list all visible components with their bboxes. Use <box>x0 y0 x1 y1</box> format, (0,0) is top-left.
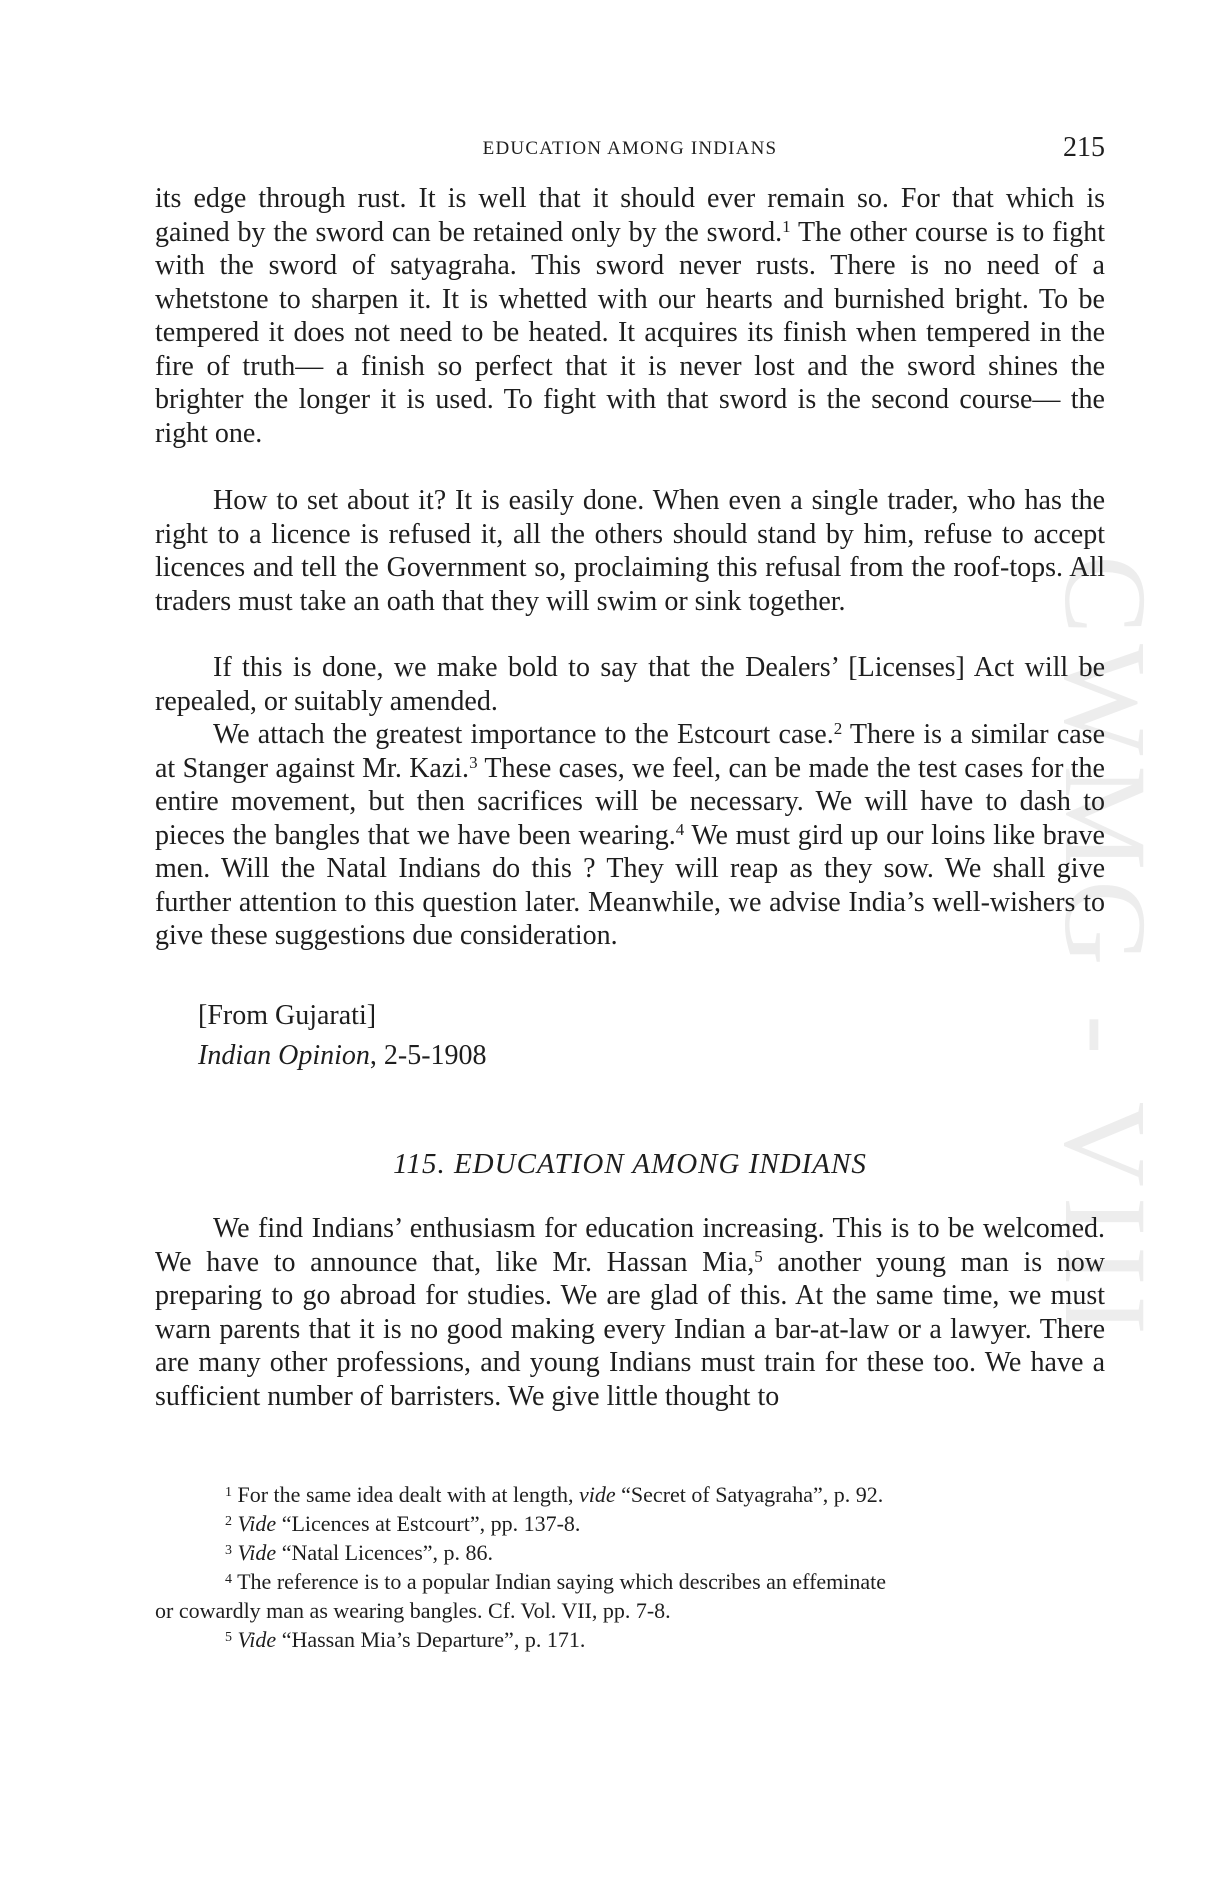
footnote-ref: 2 <box>833 719 843 738</box>
article-paragraph-1 <box>155 1212 1105 1413</box>
footnote-number: 2 <box>225 1514 232 1529</box>
footnote-ref: 3 <box>469 752 478 772</box>
paragraph-text: another young man is now preparing to go abroad for studies. We are glad of this. At the same time, we must warn parents that it is no good making every Indian a bar-at-law or a lawyer. There are many other professions, and young Indians must train for these too. We have a sufficient number of barristers. We give little thought to <box>155 1246 1105 1412</box>
footnotes <box>155 1480 1105 1654</box>
article-heading: 115. EDUCATION AMONG INDIANS <box>393 1148 867 1180</box>
paragraph-1 <box>155 182 1105 450</box>
paragraph-3 <box>155 651 1105 718</box>
source-citation <box>198 1036 487 1076</box>
footnote-number: 3 <box>225 1543 232 1558</box>
paragraph-text: We attach the greatest importance to the Estcourt case. <box>213 719 834 750</box>
footnote <box>155 1480 1105 1509</box>
footnote <box>155 1509 1105 1538</box>
footnote-ref: 1 <box>782 216 791 236</box>
source-language: [From Gujarati] <box>198 1000 377 1031</box>
page-number: 215 <box>1063 132 1105 163</box>
paragraph-4 <box>155 718 1105 953</box>
footnote-number: 4 <box>225 1572 232 1587</box>
footnote-continuation: or cowardly man as wearing bangles. Cf. Vol. VII, pp. 7-8. <box>155 1598 671 1623</box>
watermark: CWMG - VIII <box>1040 555 1171 1345</box>
footnote-text: “Licences at Estcourt”, pp. 137-8. <box>276 1511 581 1536</box>
footnote <box>155 1538 1105 1567</box>
footnote-italic: vide <box>579 1482 616 1507</box>
publication-date: , 2-5-1908 <box>369 1040 487 1071</box>
footnote-ref: 5 <box>754 1246 763 1266</box>
footnote-italic: Vide <box>237 1627 277 1652</box>
footnote-italic: Vide <box>237 1511 277 1536</box>
source-credit <box>198 996 487 1076</box>
paragraph-text: We find Indians’ enthusiasm for education increasing. This is to be welcomed. We have to announce that, like Mr. Hassan Mia, <box>155 1213 1105 1278</box>
footnote-text: For the same idea dealt with at length, <box>237 1482 580 1507</box>
footnote-text: “Natal Licences”, p. 86. <box>276 1540 494 1565</box>
paragraph-text: There is a similar case at Stanger against Mr. Kazi. <box>155 719 1105 784</box>
footnote <box>155 1625 1105 1654</box>
publication-title: Indian Opinion <box>198 1040 370 1071</box>
paragraph-text: How to set about it? It is easily done. When even a single trader, who has the right to a licence is refused it, all the others should stand by him, refuse to accept licences and tell the Government so, proclaiming this refusal from the roof-tops. All traders must take an oath that they will swim or sink together. <box>155 485 1105 617</box>
footnote <box>155 1567 1105 1596</box>
footnote-italic: Vide <box>237 1540 277 1565</box>
footnote-ref: 4 <box>675 819 685 839</box>
paragraph-text: its edge through rust. It is well that it should ever remain so. For that which is gained by the sword can be retained only by the sword. <box>155 183 1105 248</box>
running-title: EDUCATION AMONG INDIANS <box>482 138 778 159</box>
footnote-text: “Hassan Mia’s Departure”, p. 171. <box>276 1627 586 1652</box>
paragraph-text: If this is done, we make bold to say that the Dealers’ [Licenses] Act will be repealed, or suitably amended. <box>155 652 1105 717</box>
paragraph-text: These cases, we feel, can be made the test cases for the entire movement, but then sacrifices will be necessary. We will have to dash to pieces the bangles that we have been wearing. <box>155 752 1105 851</box>
running-header <box>155 132 1105 168</box>
footnote-number: 5 <box>225 1630 232 1645</box>
paragraph-text: We must gird up our loins like brave men. Will the Natal Indians do this ? They will reap as they sow. We shall give further attention to this question later. Meanwhile, we advise India’s well-wishers to give these suggestions due consideration. <box>155 819 1105 951</box>
paragraph-2 <box>155 484 1105 618</box>
paragraph-text: The other course is to fight with the sword of satyagraha. This sword never rusts. There is no need of a whetstone to sharpen it. It is whetted with our hearts and burnished bright. To be tempered it does not need to be heated. It acquires its finish when tempered in the fire of truth— a finish so perfect that it is never lost and the sword shines the brighter the longer it is used. To fight with that sword is the second course— the right one. <box>155 216 1105 449</box>
footnote-text: The reference is to a popular Indian saying which describes an effeminate <box>237 1569 887 1594</box>
footnote-text: “Secret of Satyagraha”, p. 92. <box>615 1482 884 1507</box>
footnote-number: 1 <box>225 1485 232 1500</box>
